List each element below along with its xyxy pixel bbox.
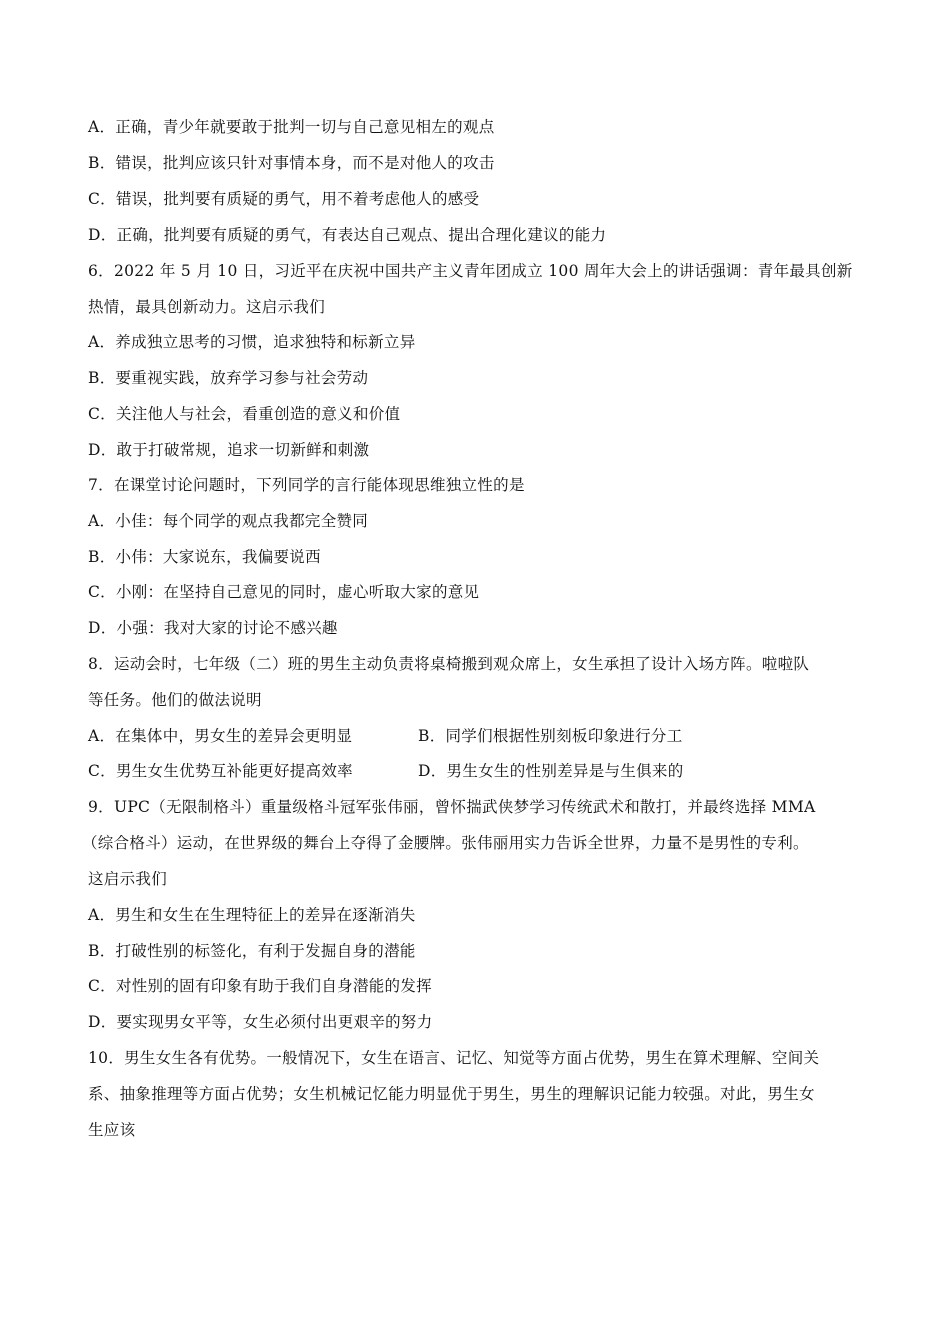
q10-stem-line3: 生应该 bbox=[88, 1121, 136, 1139]
q5-option-b: B．错误，批判应该只针对事情本身，而不是对他人的攻击 bbox=[88, 154, 495, 172]
q9-option-c: C．对性别的固有印象有助于我们自身潜能的发挥 bbox=[88, 977, 432, 995]
q6-option-d: D．敢于打破常规，追求一切新鲜和刺激 bbox=[88, 441, 370, 459]
q8-option-a: A．在集体中，男女生的差异会更明显 bbox=[88, 727, 353, 745]
q9-option-a: A．男生和女生在生理特征上的差异在逐渐消失 bbox=[88, 906, 416, 924]
q5-option-d: D．正确，批判要有质疑的勇气，有表达自己观点、提出合理化建议的能力 bbox=[88, 226, 607, 244]
q9-stem-line1: 9．UPC（无限制格斗）重量级格斗冠军张伟丽，曾怀揣武侠梦学习传统武术和散打，并最终选择 MMA bbox=[88, 798, 816, 816]
q5-option-c: C．错误，批判要有质疑的勇气，用不着考虑他人的感受 bbox=[88, 190, 480, 208]
q9-option-d: D．要实现男女平等，女生必须付出更艰辛的努力 bbox=[88, 1013, 433, 1031]
q8-option-b: B．同学们根据性别刻板印象进行分工 bbox=[418, 727, 683, 745]
q7-option-d: D．小强：我对大家的讨论不感兴趣 bbox=[88, 619, 338, 637]
q8-option-c: C．男生女生优势互补能更好提高效率 bbox=[88, 762, 353, 780]
q9-option-b: B．打破性别的标签化，有利于发掘自身的潜能 bbox=[88, 942, 416, 960]
q9-stem-line3: 这启示我们 bbox=[88, 870, 168, 888]
q8-options-row2 bbox=[88, 761, 353, 781]
q6-option-b: B．要重视实践，放弃学习参与社会劳动 bbox=[88, 369, 369, 387]
q8-stem-line2: 等任务。他们的做法说明 bbox=[88, 691, 262, 709]
q8-options-row1 bbox=[88, 726, 352, 746]
q5-option-a: A．正确，青少年就要敢于批判一切与自己意见相左的观点 bbox=[88, 118, 495, 136]
q9-stem-line2: （综合格斗）运动，在世界级的舞台上夺得了金腰牌。张伟丽用实力告诉全世界，力量不是男性的专利。 bbox=[82, 834, 809, 852]
q10-stem-line1: 10．男生女生各有优势。一般情况下，女生在语言、记忆、知觉等方面占优势，男生在算术理解、空间关 bbox=[88, 1049, 820, 1067]
q7-stem: 7．在课堂讨论问题时，下列同学的言行能体现思维独立性的是 bbox=[88, 476, 525, 494]
q7-option-a: A．小佳：每个同学的观点我都完全赞同 bbox=[88, 512, 369, 530]
q6-stem-line1: 6．2022 年 5 月 10 日，习近平在庆祝中国共产主义青年团成立 100 周年大会上的讲话强调：青年最具创新 bbox=[88, 262, 853, 280]
q6-option-c: C．关注他人与社会，看重创造的意义和价值 bbox=[88, 405, 401, 423]
q7-option-b: B．小伟：大家说东，我偏要说西 bbox=[88, 548, 321, 566]
q8-option-d: D．男生女生的性别差异是与生俱来的 bbox=[418, 762, 684, 780]
q8-stem-line1: 8．运动会时，七年级（二）班的男生主动负责将桌椅搬到观众席上，女生承担了设计入场方阵。啦啦队 bbox=[88, 655, 810, 673]
q7-option-c: C．小刚：在坚持自己意见的同时，虚心听取大家的意见 bbox=[88, 583, 480, 601]
q10-stem-line2: 系、抽象推理等方面占优势；女生机械记忆能力明显优于男生，男生的理解识记能力较强。对此，男生女 bbox=[88, 1085, 815, 1103]
q6-option-a: A．养成独立思考的习惯，追求独特和标新立异 bbox=[88, 333, 416, 351]
q6-stem-line2: 热情，最具创新动力。这启示我们 bbox=[88, 298, 326, 316]
